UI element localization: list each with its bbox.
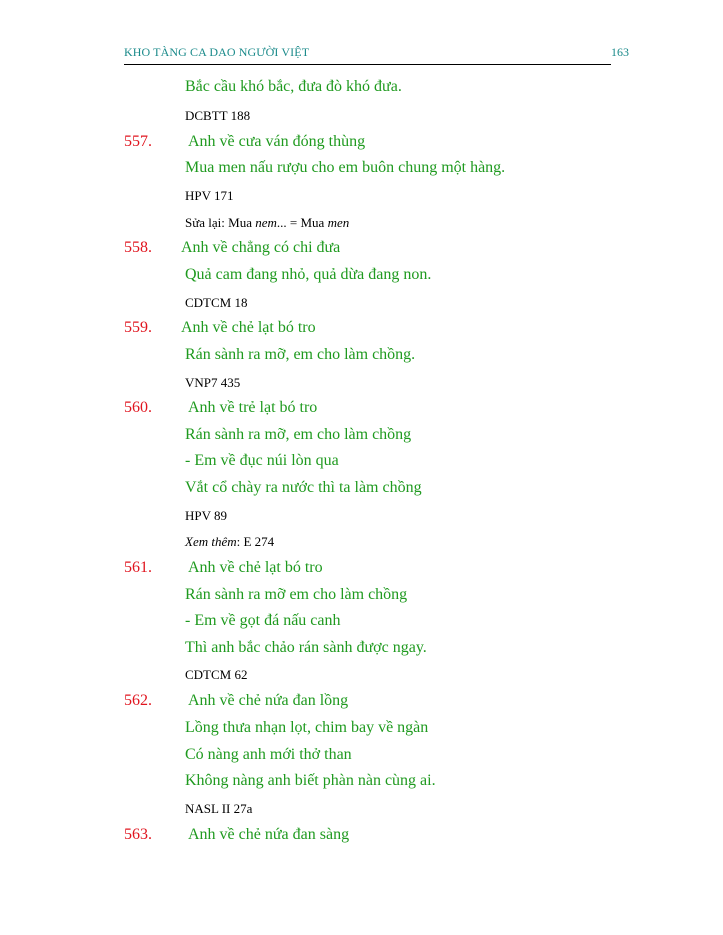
entry-number: 563. [124, 826, 152, 843]
entry-number: 560. [124, 399, 152, 416]
entry-number: 557. [124, 133, 152, 150]
entry-number: 561. [124, 559, 152, 576]
verse-line: Anh về chẻ nứa đan lồng [188, 692, 349, 709]
verse-line: Rán sành ra mỡ, em cho làm chồng. [185, 346, 416, 363]
see-also-note [185, 534, 274, 550]
verse-line: Anh về chẻ nứa đan sàng [188, 826, 350, 843]
source-ref: CDTCM 18 [185, 295, 248, 310]
verse-line: Anh về trẻ lạt bó tro [188, 399, 318, 416]
verse-line: Anh về chẻ lạt bó tro [181, 319, 316, 336]
verse-line: Anh về chẳng có chi đưa [181, 239, 341, 256]
correction-note [185, 215, 349, 231]
note-italic: Xem thêm [185, 534, 237, 549]
note-text: Sửa lại: Mua [185, 215, 256, 230]
verse-line: Mua men nấu rượu cho em buôn chung một hàng. [185, 159, 506, 176]
verse-line: Anh về chẻ lạt bó tro [188, 559, 323, 576]
verse-line: Bắc cầu khó bắc, đưa đò khó đưa. [185, 78, 402, 95]
verse-line: - Em về đục núi lòn qua [185, 452, 339, 469]
verse-line: Anh về cưa ván đóng thùng [188, 133, 366, 150]
source-ref: CDTCM 62 [185, 667, 248, 682]
verse-line: Quả cam đang nhỏ, quả dừa đang non. [185, 266, 432, 283]
verse-line: Có nàng anh mới thở than [185, 746, 352, 763]
page-number: 163 [611, 45, 629, 59]
entry-number: 558. [124, 239, 152, 256]
note-text: ... = Mua [276, 215, 328, 230]
verse-line: Lồng thưa nhạn lọt, chim bay về ngàn [185, 719, 429, 736]
verse-line: - Em về gọt đá nấu canh [185, 612, 341, 629]
source-ref: HPV 171 [185, 188, 234, 203]
entry-number: 562. [124, 692, 152, 709]
source-ref: NASL II 27a [185, 801, 253, 816]
running-header [124, 44, 629, 65]
note-text: : E 274 [236, 534, 275, 549]
source-ref: HPV 89 [185, 508, 228, 523]
verse-line: Không nàng anh biết phàn nàn cùng ai. [185, 772, 436, 789]
verse-line: Vắt cổ chày ra nước thì ta làm chồng [185, 479, 422, 496]
source-ref: VNP7 435 [185, 375, 241, 390]
verse-line: Thì anh bắc chảo rán sành được ngay. [185, 639, 427, 656]
book-title: KHO TÀNG CA DAO NGƯỜI VIỆT [124, 45, 310, 59]
verse-line: Rán sành ra mỡ em cho làm chồng [185, 586, 408, 603]
note-italic: nem [255, 215, 277, 230]
verse-line: Rán sành ra mỡ, em cho làm chồng [185, 426, 412, 443]
note-italic: men [327, 215, 350, 230]
entry-number: 559. [124, 319, 152, 336]
source-ref: DCBTT 188 [185, 108, 251, 123]
